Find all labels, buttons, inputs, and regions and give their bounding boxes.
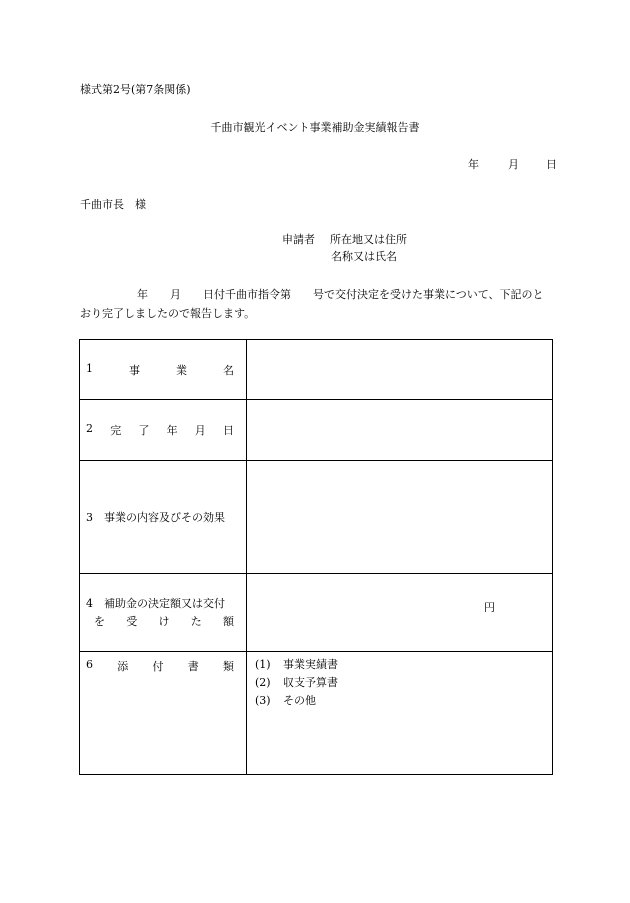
list-item [255, 674, 552, 692]
label-char: を [94, 614, 105, 628]
label-char: 年 [166, 424, 178, 437]
addressee: 千曲市長 様 [80, 198, 146, 211]
attachments-list [247, 652, 552, 710]
table-row [80, 461, 553, 574]
attachment-num: (2) [255, 676, 271, 689]
attachment-text: 事業実績書 [283, 658, 338, 671]
list-item [255, 656, 552, 674]
form-label: 様式第2号(第7条関係) [80, 83, 191, 96]
list-item [255, 692, 552, 710]
content-effect-label [80, 461, 247, 574]
completion-date-field[interactable] [247, 400, 553, 461]
label-char: 業 [176, 363, 187, 377]
business-name-label [80, 340, 247, 400]
row6-num: 6 [86, 658, 93, 671]
label-char: 書 [187, 660, 199, 673]
address-label: 所在地又は住所 [330, 233, 407, 246]
label-char: た [190, 614, 202, 628]
subsidy-amount-field[interactable] [247, 574, 553, 652]
label-line1: 4 補助金の決定額又は交付 [86, 596, 225, 610]
date-day: 日 [546, 158, 557, 171]
report-table [79, 339, 553, 775]
label-char: 月 [194, 424, 206, 437]
label-char: け [158, 614, 170, 628]
attachments-label [80, 652, 247, 775]
table-row [80, 574, 553, 652]
label-text: 3 事業の内容及びその効果 [86, 511, 225, 524]
label-char: 日 [222, 424, 234, 437]
date-line [468, 156, 557, 172]
label-char: 了 [138, 424, 150, 437]
label-char: 名 [223, 363, 234, 377]
name-label: 名称又は氏名 [331, 250, 397, 263]
content-effect-field[interactable] [247, 461, 553, 574]
attachment-text: その他 [283, 694, 316, 707]
attachments-field[interactable] [247, 652, 553, 775]
label-char: 添 [117, 660, 129, 673]
attachment-text: 収支予算書 [283, 676, 338, 689]
applicant-label: 申請者 [282, 233, 315, 246]
label-char: 受 [126, 614, 138, 628]
row2-num: 2 [86, 422, 93, 435]
yen-unit: 円 [484, 601, 495, 614]
subsidy-amount-label [80, 574, 247, 652]
date-year: 年 [468, 158, 479, 171]
label-char: 額 [223, 614, 234, 628]
completion-date-label [80, 400, 247, 461]
applicant-block [282, 231, 407, 265]
table-row [80, 652, 553, 775]
date-month: 月 [508, 158, 519, 171]
document-title: 千曲市観光イベント事業補助金実績報告書 [210, 121, 420, 134]
label-char: 付 [152, 660, 164, 673]
label-char: 事 [129, 363, 140, 377]
table-row [80, 340, 553, 400]
label-char: 類 [223, 660, 234, 673]
body-text: 年 月 日付千曲市指令第 号で交付決定を受けた事業について、下記のとおり完了しましたので報告します。 [80, 288, 544, 320]
business-name-field[interactable] [247, 340, 553, 400]
label-char: 完 [110, 424, 122, 437]
attachment-num: (3) [255, 694, 271, 707]
table-row [80, 400, 553, 461]
row1-num: 1 [86, 361, 93, 375]
attachment-num: (1) [255, 658, 271, 671]
